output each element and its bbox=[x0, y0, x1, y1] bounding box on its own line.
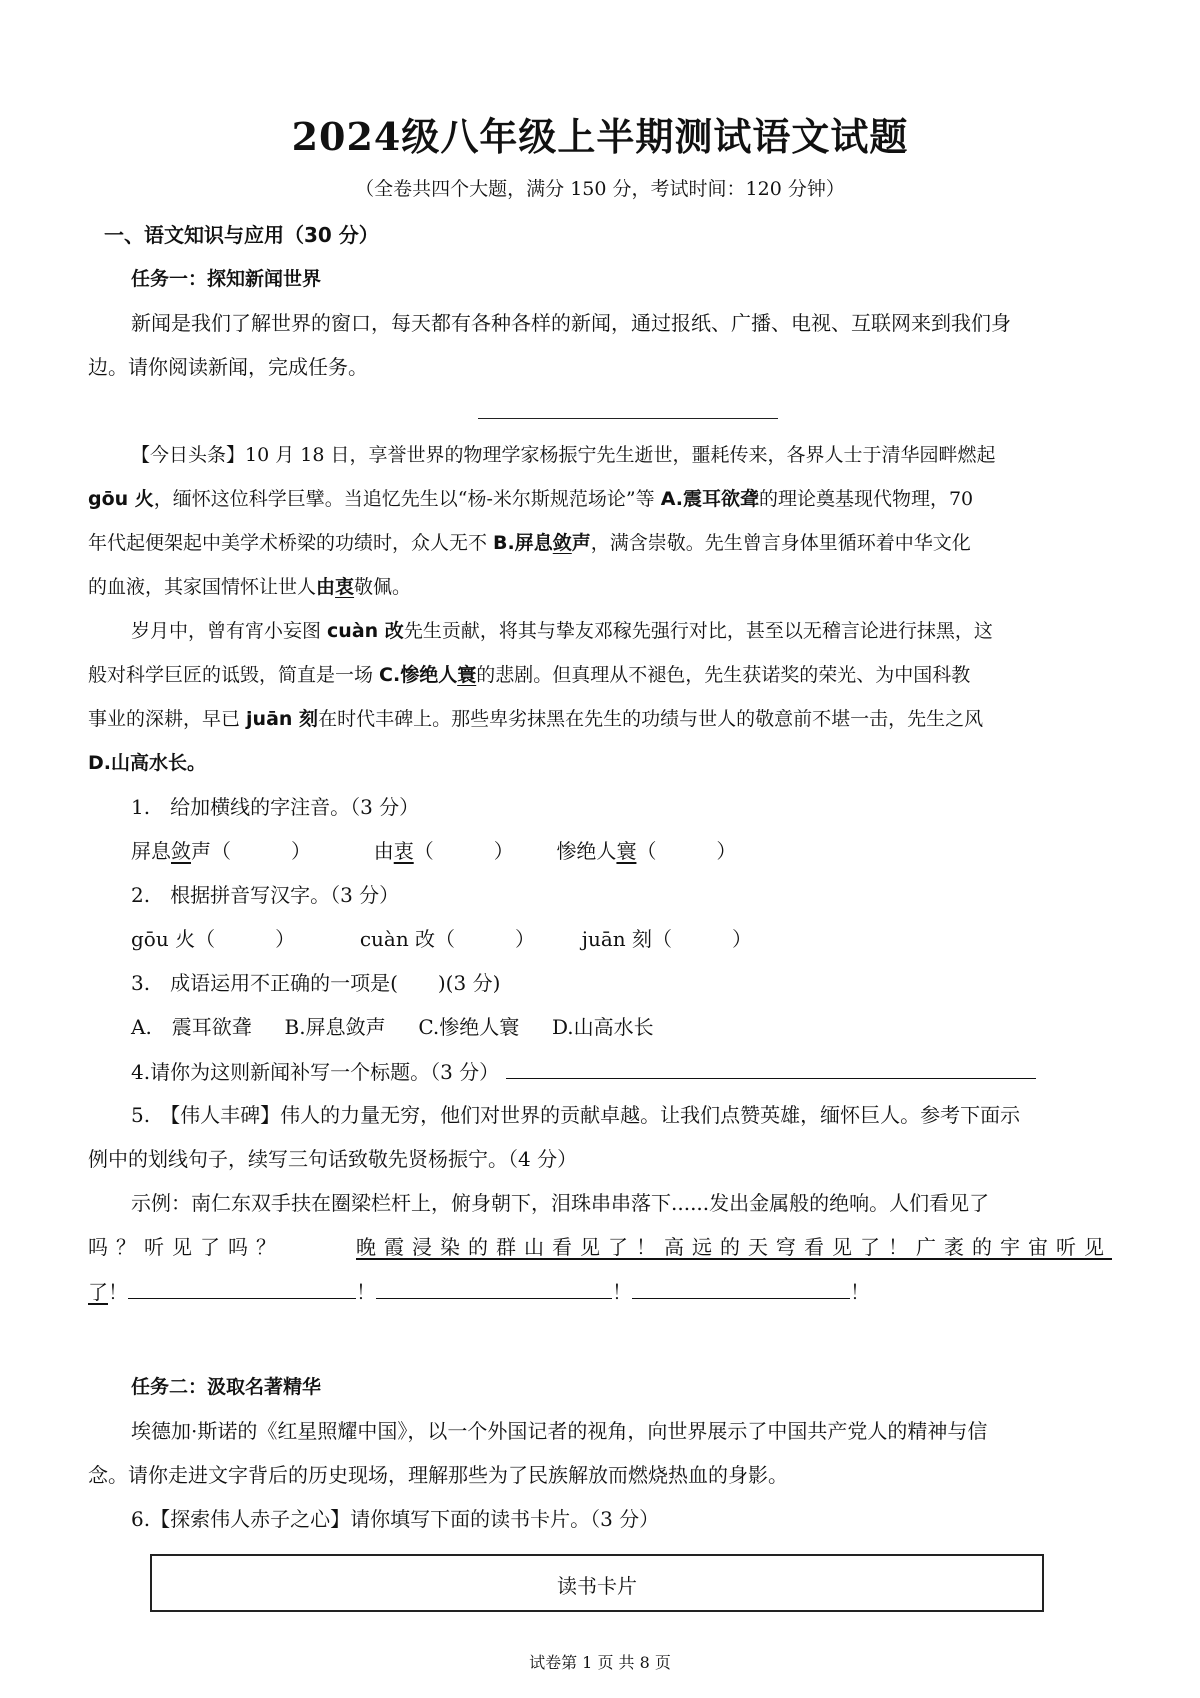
reading-card-title: 读书卡片 bbox=[557, 1574, 637, 1598]
news-text: 的血液，其家国情怀让世人 bbox=[88, 576, 317, 598]
question-6: 6.【探索伟人赤子之心】请你填写下面的读书卡片。（3 分） bbox=[131, 1507, 660, 1531]
news-text: 先生贡献，将其与挚友邓稼先强行对比，甚至以无稽言论进行抹黑，这 bbox=[403, 620, 993, 642]
question-4 bbox=[131, 1058, 1036, 1085]
news-p2-line3 bbox=[88, 706, 983, 732]
answer-blank-2[interactable] bbox=[376, 1278, 612, 1299]
q1-word: 由 bbox=[373, 839, 394, 863]
news-text: 敬佩。 bbox=[354, 576, 412, 598]
q2-blank[interactable]: juān 刻（ ） bbox=[581, 927, 753, 951]
question-4-text: 4.请你为这则新闻补写一个标题。（3 分） bbox=[131, 1060, 500, 1084]
question-5-line2: 例中的划线句子，续写三句话致敬先贤杨振宁。（4 分） bbox=[88, 1147, 578, 1171]
idiom-c: C.惨绝人 bbox=[379, 664, 458, 686]
question-2: 2. 根据拼音写汉字。（3 分） bbox=[131, 883, 400, 907]
news-p2-line1 bbox=[131, 618, 993, 644]
underlined-sentence: 晚霞浸染的群山看见了！高远的天穹看见了！广袤的宇宙听见 bbox=[356, 1235, 1112, 1259]
news-text: 年代起便架起中美学术桥梁的功绩时，众人无不 bbox=[88, 532, 494, 554]
news-text: 事业的深耕，早已 bbox=[88, 708, 247, 730]
example-text: 吗？听见了吗？ bbox=[88, 1235, 284, 1259]
news-text: 岁月中，曾有宵小妄图 bbox=[131, 620, 328, 642]
exam-subtitle: （全卷共四个大题，满分 150 分，考试时间：120 分钟） bbox=[355, 178, 845, 200]
reading-card[interactable] bbox=[150, 1554, 1044, 1612]
question-1: 1. 给加横线的字注音。（3 分） bbox=[131, 795, 420, 819]
news-text: 在时代丰碑上。那些卑劣抹黑在先生的功绩与世人的敬意前不堪一击，先生之风 bbox=[318, 708, 984, 730]
idiom-b bbox=[493, 532, 591, 554]
news-p1-line3 bbox=[88, 530, 971, 556]
exclamation: ！ bbox=[850, 1280, 870, 1304]
q2-blank[interactable]: gōu 火（ ） bbox=[131, 927, 296, 951]
q1-word: 屏息 bbox=[131, 839, 171, 863]
task2-intro-line1: 埃德加·斯诺的《红星照耀中国》，以一个外国记者的视角，向世界展示了中国共产党人的精神与信 bbox=[131, 1419, 988, 1443]
pinyin-juan: juān 刻 bbox=[246, 708, 319, 730]
underlined-char: 寰 bbox=[616, 839, 637, 863]
q2-blank[interactable]: cuàn 改（ ） bbox=[359, 927, 536, 951]
idiom-a: A.震耳欲聋 bbox=[660, 488, 759, 510]
news-text: ，满含崇敬。先生曾言身体里循环着中华文化 bbox=[590, 532, 971, 554]
idiom-d: D.山高水长。 bbox=[88, 752, 206, 774]
news-p1-line1: 【今日头条】10 月 18 日，享誉世界的物理学家杨振宁先生逝世，噩耗传来，各界人士于清华园畔燃起 bbox=[131, 444, 996, 466]
underlined-char: 衷 bbox=[393, 839, 414, 863]
page-title: 2024级八年级上半期测试语文试题 bbox=[291, 114, 909, 159]
news-text: 的理论奠基现代物理，70 bbox=[758, 488, 974, 510]
question-2-items bbox=[131, 926, 752, 952]
underlined-char: 敛 bbox=[552, 532, 572, 554]
underlined-char: 敛 bbox=[171, 839, 191, 863]
example-line1: 示例：南仁东双手扶在圈梁栏杆上，俯身朝下，泪珠串串落下......发出金属般的绝响。人们看见了 bbox=[131, 1191, 990, 1215]
idiom-b-part: 声 bbox=[571, 532, 591, 554]
section-heading: 一、语文知识与应用（30 分） bbox=[104, 223, 379, 247]
q1-blank[interactable]: 声（ ） bbox=[191, 839, 311, 863]
divider bbox=[478, 418, 778, 419]
news-p1-line4 bbox=[88, 574, 411, 600]
q1-blank[interactable]: （ ） bbox=[636, 839, 737, 863]
example-text: ！ bbox=[108, 1280, 128, 1304]
answer-blank-1[interactable] bbox=[128, 1278, 356, 1299]
option-b[interactable]: B.屏息敛声 bbox=[284, 1015, 386, 1039]
pinyin-cuan: cuàn 改 bbox=[327, 620, 404, 642]
word-part: 由 bbox=[316, 576, 336, 598]
q1-blank[interactable]: （ ） bbox=[413, 839, 514, 863]
page-footer: 试卷第 1 页 共 8 页 bbox=[529, 1653, 671, 1672]
news-text: 的悲剧。但真理从不褪色，先生获诺奖的荣光、为中国科教 bbox=[476, 664, 971, 686]
task2-heading: 任务二：汲取名著精华 bbox=[131, 1376, 322, 1398]
task1-intro-line2: 边。请你阅读新闻，完成任务。 bbox=[88, 355, 368, 379]
answer-line bbox=[88, 1278, 870, 1305]
question-1-items bbox=[131, 838, 736, 864]
news-text: ，缅怀这位科学巨擘。当追忆先生以“杨-米尔斯规范场论”等 bbox=[153, 488, 661, 510]
question-3-options bbox=[131, 1014, 654, 1040]
underlined-sentence: 了 bbox=[88, 1280, 108, 1304]
task2-intro-line2: 念。请你走进文字背后的历史现场，理解那些为了民族解放而燃烧热血的身影。 bbox=[88, 1463, 788, 1487]
answer-blank-3[interactable] bbox=[632, 1278, 850, 1299]
title-answer-line[interactable] bbox=[506, 1058, 1036, 1079]
option-d[interactable]: D.山高水长 bbox=[551, 1015, 654, 1039]
underlined-char: 寰 bbox=[457, 664, 477, 686]
news-text: 般对科学巨匠的诋毁，简直是一场 bbox=[88, 664, 380, 686]
news-p2-line2 bbox=[88, 662, 970, 688]
task1-intro-line1: 新闻是我们了解世界的窗口，每天都有各种各样的新闻，通过报纸、广播、电视、互联网来到我们身 bbox=[131, 311, 1011, 335]
example-line2 bbox=[88, 1234, 1112, 1260]
underlined-char: 衷 bbox=[335, 576, 355, 598]
exclamation: ！ bbox=[356, 1280, 376, 1304]
option-a[interactable]: A. 震耳欲聋 bbox=[131, 1015, 252, 1039]
pinyin-gou: gōu 火 bbox=[88, 488, 154, 510]
question-3: 3. 成语运用不正确的一项是( )(3 分) bbox=[131, 971, 501, 995]
question-5-line1: 5. 【伟人丰碑】伟人的力量无穷，他们对世界的贡献卓越。让我们点赞英雄，缅怀巨人。参考下面示 bbox=[131, 1103, 1021, 1127]
task1-heading: 任务一：探知新闻世界 bbox=[131, 268, 322, 290]
idiom-b-part: B.屏息 bbox=[493, 532, 553, 554]
q1-word: 惨绝人 bbox=[556, 839, 617, 863]
exclamation: ！ bbox=[612, 1280, 632, 1304]
news-p1-line2 bbox=[88, 486, 973, 512]
option-c[interactable]: C.惨绝人寰 bbox=[418, 1015, 520, 1039]
